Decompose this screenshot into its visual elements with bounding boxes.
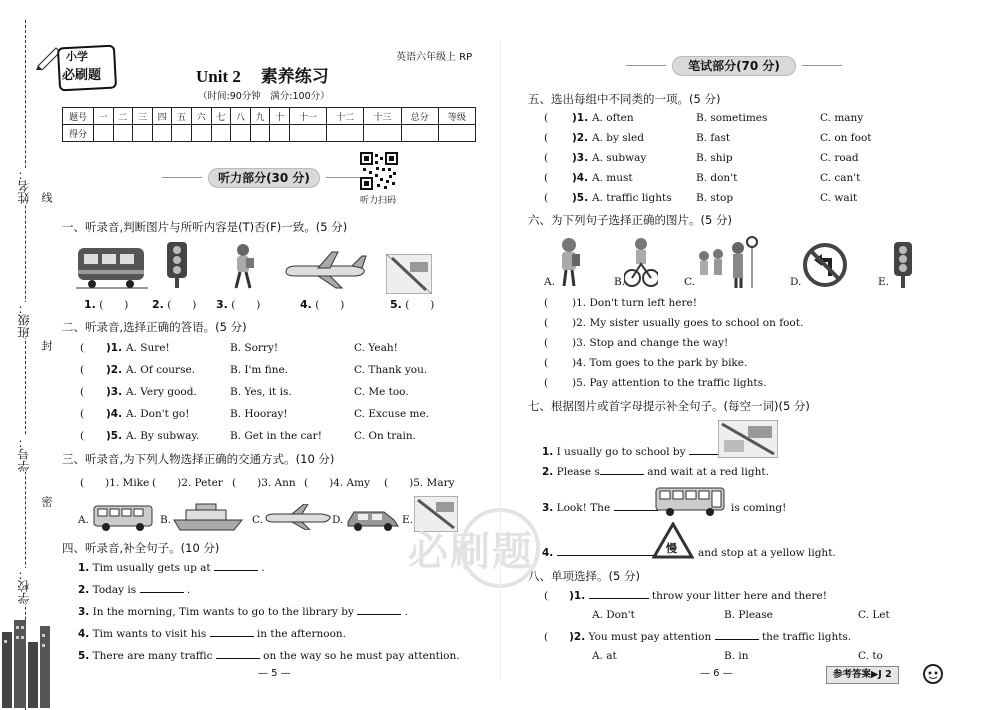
s6-opt-b: B. — [614, 276, 626, 288]
s3-opt-a: A. — [78, 514, 89, 526]
s8-q2-b[interactable]: B. in — [724, 650, 749, 662]
unit-title-cn: 素养练习 — [260, 67, 329, 87]
s8-q1-b[interactable]: B. Please — [724, 609, 773, 621]
score-header-cell: 七 — [211, 108, 231, 125]
s8-q2-a[interactable]: A. at — [592, 650, 617, 662]
s1-item-1: 1. — [84, 298, 96, 311]
binding-seal2-mark: 密 — [40, 496, 53, 507]
score-input-cell[interactable] — [270, 125, 290, 142]
score-header-cell: 八 — [231, 108, 251, 125]
s4-sentence: 4. Tim wants to visit his in the afternoon. — [78, 628, 347, 640]
s2-answer-paren[interactable]: ( — [80, 386, 85, 398]
s1-answer-4[interactable]: ( ) — [315, 299, 345, 311]
watermark-text: 必刷题 — [408, 529, 534, 575]
answer-key-tab[interactable]: 参考答案▶J 2 — [826, 666, 899, 684]
bus-icon — [92, 504, 154, 532]
s2-option-c[interactable]: C. Excuse me. — [354, 408, 430, 420]
score-input-cell[interactable] — [211, 125, 231, 142]
s2-question-number: )2. — [106, 364, 123, 376]
s8-q1: ( )1. throw your litter here and there! — [544, 590, 827, 602]
section5-title: 五、选出每组中不同类的一项。(5 分) — [528, 92, 721, 106]
score-header-cell: 十一 — [289, 108, 326, 125]
s8-blank-1[interactable] — [589, 598, 649, 599]
s1-item-5: 5. — [390, 298, 402, 311]
score-input-cell[interactable] — [191, 125, 211, 142]
s1-item-4: 4. — [300, 298, 312, 311]
s5-question-number: )3. — [572, 152, 589, 164]
s5-option-c[interactable]: C. many — [820, 112, 864, 124]
s1-answer-5[interactable]: ( ) — [405, 299, 435, 311]
train-icon — [76, 242, 148, 290]
s4-blank[interactable] — [140, 592, 184, 593]
page-number-right: — 6 — — [700, 668, 733, 679]
s6-opt-d: D. — [790, 276, 802, 288]
s6-opt-e: E. — [878, 276, 890, 288]
s2-option-a[interactable]: A. Very good. — [126, 386, 197, 398]
s3-person-3[interactable]: ( )3. Ann — [232, 477, 296, 489]
s7-row-1: 1. I usually go to school by — [542, 446, 736, 458]
s7-row-4-post: and stop at a yellow light. — [698, 547, 836, 559]
score-header-cell: 三 — [133, 108, 153, 125]
s2-option-b[interactable]: B. Yes, it is. — [230, 386, 292, 398]
cut-line — [25, 20, 26, 710]
score-input-cell[interactable] — [94, 125, 114, 142]
city-silhouette-icon — [2, 612, 52, 708]
score-input-cell[interactable] — [172, 125, 192, 142]
binding-name-label: 姓名： — [18, 168, 34, 204]
s8-q2-c[interactable]: C. to — [858, 650, 883, 662]
s6-answer-paren[interactable]: ( — [544, 337, 549, 349]
s2-option-c[interactable]: C. Thank you. — [354, 364, 428, 376]
s5-option-a[interactable]: A. traffic lights — [592, 192, 672, 204]
s5-question-number: )5. — [572, 192, 589, 204]
s1-answer-3[interactable]: ( ) — [231, 299, 261, 311]
score-header-cell: 二 — [113, 108, 133, 125]
score-input-cell[interactable] — [327, 125, 364, 142]
s7-row-4: 4. — [542, 547, 657, 559]
s8-q1-a[interactable]: A. Don't — [592, 609, 635, 621]
s6-sentence: )4. Tom goes to the park by bike. — [572, 357, 748, 369]
s6-sentence: )1. Don't turn left here! — [572, 297, 697, 309]
s4-sentence: 5. There are many traffic on the way so he must pay attention. — [78, 650, 460, 662]
s4-sentence: 3. In the morning, Tim wants to go to the library by . — [78, 606, 408, 618]
s5-question-number: )4. — [572, 172, 589, 184]
s5-option-b[interactable]: B. stop — [696, 192, 734, 204]
score-value-row — [63, 125, 476, 142]
binding-school-label: 学校： — [18, 568, 34, 604]
s5-question-number: )1. — [572, 112, 589, 124]
score-input-cell[interactable] — [152, 125, 172, 142]
score-header-cell: 五 — [172, 108, 192, 125]
s6-sentence: )5. Pay attention to the traffic lights. — [572, 377, 767, 389]
score-input-cell[interactable] — [250, 125, 270, 142]
s6-answer-paren[interactable]: ( — [544, 297, 549, 309]
s2-option-b[interactable]: B. I'm fine. — [230, 364, 289, 376]
s3-opt-d: D. — [332, 514, 344, 526]
s5-answer-paren[interactable]: ( — [544, 172, 549, 184]
unit-title — [196, 62, 329, 87]
section3-title: 三、听录音,为下列人物选择正确的交通方式。(10 分) — [62, 452, 335, 466]
s2-question-number: )3. — [106, 386, 123, 398]
score-header-cell: 一 — [94, 108, 114, 125]
s2-option-b[interactable]: B. Sorry! — [230, 342, 279, 354]
s3-person-1[interactable]: ( )1. Mike — [80, 477, 150, 489]
s5-question-number: )2. — [572, 132, 589, 144]
s2-option-a[interactable]: A. Sure! — [126, 342, 170, 354]
s1-answer-2[interactable]: ( ) — [167, 299, 197, 311]
slow-sign-text: 慢 — [666, 542, 677, 555]
airplane-small-icon — [264, 504, 334, 530]
score-input-cell[interactable] — [364, 125, 401, 142]
s7-blank-4[interactable] — [557, 555, 657, 556]
s8-q2: ( )2. You must pay attention the traffic lights. — [544, 631, 852, 643]
s5-option-b[interactable]: B. sometimes — [696, 112, 768, 124]
s5-option-b[interactable]: B. fast — [696, 132, 731, 144]
s6-answer-paren[interactable]: ( — [544, 317, 549, 329]
s8-q1-c[interactable]: C. Let — [858, 609, 890, 621]
section2-title: 二、听录音,选择正确的答语。(5 分) — [62, 320, 247, 334]
score-table — [62, 107, 476, 142]
s3-opt-b: B. — [160, 514, 172, 526]
brand-logo — [58, 46, 112, 88]
s2-answer-paren[interactable]: ( — [80, 408, 85, 420]
qr-code-icon[interactable] — [360, 152, 398, 190]
score-row-label: 得分 — [63, 125, 94, 142]
bus-icon-2 — [654, 486, 726, 518]
s3-opt-e: E. — [402, 514, 414, 526]
score-header-cell: 等级 — [438, 108, 475, 125]
s6-answer-paren[interactable]: ( — [544, 357, 549, 369]
binding-seal-mark: 封 — [40, 340, 53, 351]
s6-sentence: )2. My sister usually goes to school on foot. — [572, 317, 804, 329]
s2-answer-paren[interactable]: ( — [80, 364, 85, 376]
section8-title: 八、单项选择。(5 分) — [528, 569, 640, 583]
s6-opt-a: A. — [544, 276, 555, 288]
s5-option-a[interactable]: A. often — [592, 112, 634, 124]
s1-item-3: 3. — [216, 298, 228, 311]
s2-question-number: )1. — [106, 342, 123, 354]
score-header-cell: 十三 — [364, 108, 401, 125]
s5-answer-paren[interactable]: ( — [544, 192, 549, 204]
s2-option-c[interactable]: C. Me too. — [354, 386, 409, 398]
s1-item-2: 2. — [152, 298, 164, 311]
s5-answer-paren[interactable]: ( — [544, 152, 549, 164]
s8-q2-paren[interactable]: ( — [544, 631, 570, 643]
s3-person-5[interactable]: ( )5. Mary — [384, 477, 455, 489]
s7-row-3: 3. Look! The — [542, 502, 658, 514]
s4-sentence: 2. Today is . — [78, 584, 191, 596]
boy-bike-icon — [624, 236, 658, 290]
score-header-cell: 题号 — [63, 108, 94, 125]
score-header-cell: 总分 — [401, 108, 438, 125]
s2-option-c[interactable]: C. Yeah! — [354, 342, 398, 354]
s3-person-4[interactable]: ( )4. Amy — [304, 477, 371, 489]
exam-info: （时间:90分钟 满分:100分） — [198, 91, 330, 102]
score-input-cell[interactable] — [133, 125, 153, 142]
binding-number-label: 学号： — [18, 436, 34, 472]
logo-bottom-text: 必刷题 — [62, 68, 102, 83]
score-input-cell[interactable] — [113, 125, 133, 142]
s5-option-a[interactable]: A. must — [592, 172, 633, 184]
unit-title-en: Unit 2 — [196, 67, 241, 86]
score-header-cell: 六 — [191, 108, 211, 125]
score-input-cell[interactable] — [438, 125, 475, 142]
traffic-light-icon-2 — [888, 240, 918, 290]
s6-opt-c: C. — [684, 276, 695, 288]
score-input-cell[interactable] — [401, 125, 438, 142]
s8-q1-paren[interactable]: ( — [544, 590, 570, 602]
s2-option-a[interactable]: A. Don't go! — [126, 408, 190, 420]
binding-line-mark: 线 — [40, 192, 53, 203]
score-input-cell[interactable] — [289, 125, 326, 142]
s2-answer-paren[interactable]: ( — [80, 430, 85, 442]
score-header-cell: 四 — [152, 108, 172, 125]
s4-blank[interactable] — [357, 614, 401, 615]
section6-title: 六、为下列句子选择正确的图片。(5 分) — [528, 213, 732, 227]
qr-label: 听力扫码 — [360, 196, 397, 206]
subway-train-icon — [718, 420, 778, 458]
s3-opt-c: C. — [252, 514, 263, 526]
s3-person-2[interactable]: ( )2. Peter — [152, 477, 223, 489]
family-traffic-police-icon — [694, 234, 758, 290]
s2-question-number: )5. — [106, 430, 123, 442]
s5-option-a[interactable]: A. by sled — [592, 132, 644, 144]
mascot-face-icon — [922, 663, 944, 685]
car-icon — [344, 504, 400, 532]
page-number-left: — 5 — — [258, 668, 291, 679]
writing-section-title: 笔试部分(70 分) — [672, 56, 796, 76]
s5-option-c[interactable]: C. can't — [820, 172, 861, 184]
s4-blank[interactable] — [210, 636, 254, 637]
ship-icon — [172, 502, 244, 532]
walking-child-icon — [228, 242, 258, 292]
section7-title: 七、根据图片或首字母提示补全句子。(每空一词)(5 分) — [528, 399, 810, 413]
s2-option-a[interactable]: A. Of course. — [126, 364, 196, 376]
binding-class-label: 班级： — [18, 302, 34, 338]
binding-strip — [0, 0, 52, 708]
s2-answer-paren[interactable]: ( — [80, 342, 85, 354]
s5-answer-paren[interactable]: ( — [544, 112, 549, 124]
score-header-cell: 九 — [250, 108, 270, 125]
traffic-light-icon — [160, 240, 194, 290]
s5-option-c[interactable]: C. wait — [820, 192, 858, 204]
s7-blank-3[interactable] — [614, 510, 658, 511]
s7-blank-2[interactable] — [600, 474, 644, 475]
score-header-row — [63, 108, 476, 125]
s6-sentence: )3. Stop and change the way! — [572, 337, 729, 349]
page-divider — [500, 40, 501, 680]
s5-option-a[interactable]: A. subway — [592, 152, 647, 164]
s5-option-c[interactable]: C. on foot — [820, 132, 872, 144]
s2-option-b[interactable]: B. Hooray! — [230, 408, 288, 420]
book-label: 英语六年级上 RP — [396, 52, 473, 63]
no-left-turn-sign-icon — [802, 242, 848, 288]
s2-option-c[interactable]: C. On train. — [354, 430, 417, 442]
s6-answer-paren[interactable]: ( — [544, 377, 549, 389]
s2-option-b[interactable]: B. Get in the car! — [230, 430, 322, 442]
section4-title: 四、听录音,补全句子。(10 分) — [62, 541, 220, 555]
s5-option-b[interactable]: B. don't — [696, 172, 738, 184]
logo-top-text: 小学 — [66, 50, 88, 63]
s4-blank[interactable] — [214, 570, 258, 571]
s5-option-b[interactable]: B. ship — [696, 152, 733, 164]
s5-option-c[interactable]: C. road — [820, 152, 859, 164]
s7-row-2: 2. Please s and wait at a red light. — [542, 466, 769, 478]
s5-answer-paren[interactable]: ( — [544, 132, 549, 144]
s2-option-a[interactable]: A. By subway. — [126, 430, 200, 442]
subway-station-icon — [386, 254, 432, 294]
s4-blank[interactable] — [216, 658, 260, 659]
s2-question-number: )4. — [106, 408, 123, 420]
score-input-cell[interactable] — [231, 125, 251, 142]
s7-row-3-post: is coming! — [731, 502, 787, 514]
section1-title: 一、听录音,判断图片与所听内容是(T)否(F)一致。(5 分) — [62, 220, 348, 234]
score-header-cell: 十二 — [327, 108, 364, 125]
airplane-icon — [282, 250, 368, 290]
listening-section-title: 听力部分(30 分) — [208, 168, 320, 188]
score-header-cell: 十 — [270, 108, 290, 125]
girl-walking-icon — [554, 236, 584, 290]
s1-answer-1[interactable]: ( ) — [99, 299, 129, 311]
s4-sentence: 1. Tim usually gets up at . — [78, 562, 265, 574]
s8-blank-2[interactable] — [715, 639, 759, 640]
